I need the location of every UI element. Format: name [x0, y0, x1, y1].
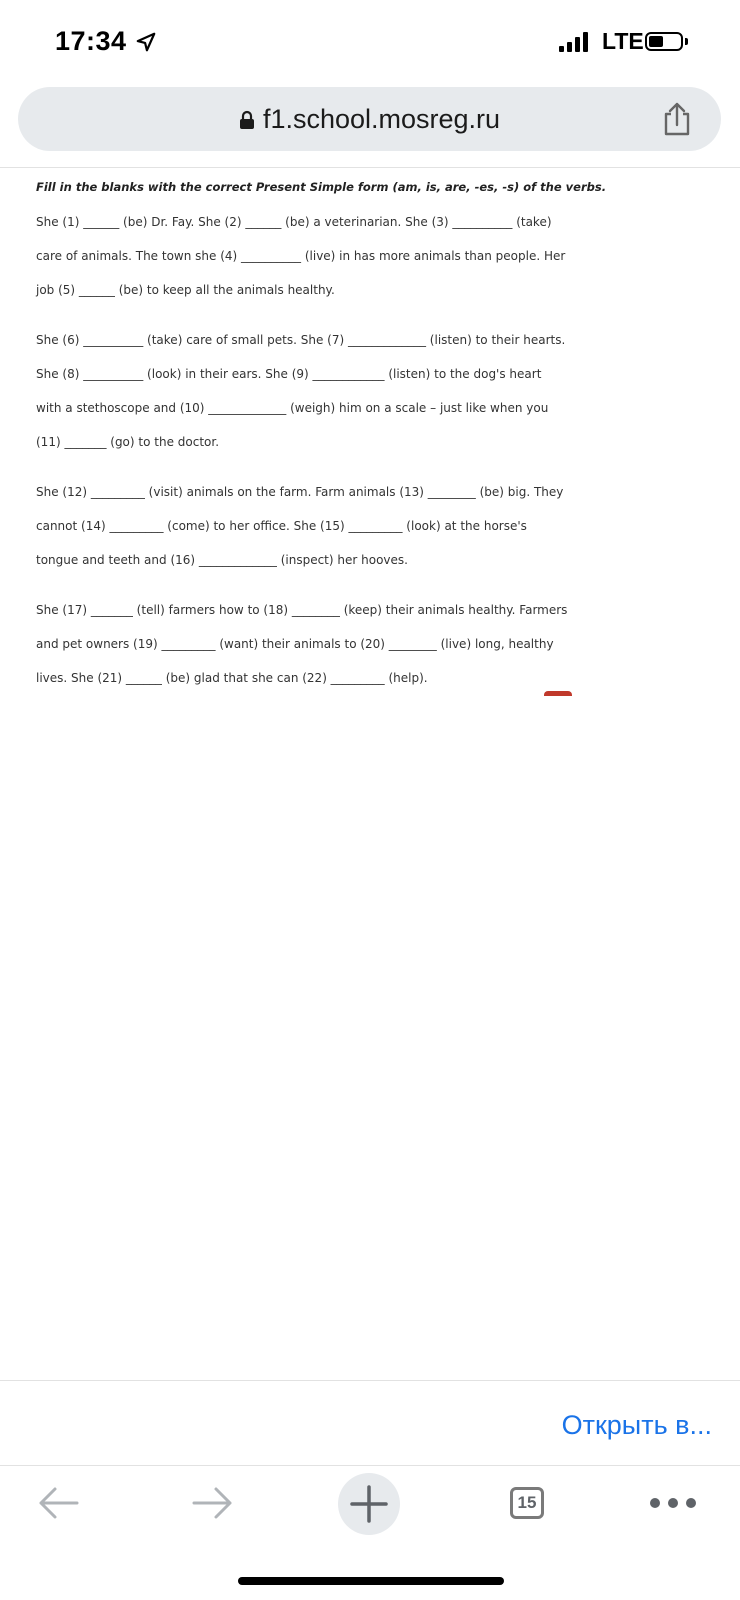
paragraph-1	[36, 205, 696, 307]
text-line: tongue and teeth and (16) _____________ (inspect) her hooves.	[36, 553, 408, 567]
text-line: She (6) __________ (take) care of small pets. She (7) _____________ (listen) to their hearts.	[36, 333, 566, 347]
text-line: care of animals. The town she (4) __________ (live) in has more animals than people. Her	[36, 249, 566, 263]
text-line: She (17) _______ (tell) farmers how to (18) ________ (keep) their animals healthy. Farmers	[36, 603, 568, 617]
text-line: She (12) _________ (visit) animals on the farm. Farm animals (13) ________ (be) big. They	[36, 485, 564, 499]
open-in-button[interactable]: Открыть в...	[561, 1410, 712, 1440]
text-line: (11) _______ (go) to the doctor.	[36, 435, 220, 449]
paragraph-3	[36, 475, 696, 577]
paragraph-4	[36, 593, 696, 695]
url-text: f1.school.mosreg.ru	[262, 104, 501, 134]
clock-time: 17:34	[55, 26, 127, 56]
text-line: She (8) __________ (look) in their ears. She (9) ____________ (listen) to the dog's heart	[36, 367, 542, 381]
tab-count: 15	[510, 1487, 544, 1519]
page-top-divider	[0, 167, 740, 168]
share-icon[interactable]	[661, 101, 693, 137]
lock-icon	[239, 110, 255, 130]
text-line: She (1) ______ (be) Dr. Fay. She (2) ______ (be) a veterinarian. She (3) __________ (take)	[36, 215, 552, 229]
plus-icon	[349, 1484, 389, 1524]
tab-switcher-button[interactable]	[505, 1473, 549, 1533]
forward-button[interactable]	[183, 1473, 243, 1533]
back-button[interactable]	[28, 1473, 88, 1533]
home-indicator[interactable]	[238, 1577, 504, 1585]
text-line: and pet owners (19) _________ (want) their animals to (20) ________ (live) long, healthy	[36, 637, 554, 651]
forward-arrow-icon	[190, 1483, 236, 1523]
more-dots-icon	[649, 1497, 697, 1509]
more-menu-button[interactable]	[648, 1473, 698, 1533]
address-bar[interactable]	[18, 87, 721, 151]
battery-tip	[685, 38, 688, 45]
worksheet	[36, 180, 696, 711]
text-line: job (5) ______ (be) to keep all the animals healthy.	[36, 283, 335, 297]
new-tab-button[interactable]	[338, 1473, 400, 1535]
text-line: cannot (14) _________ (come) to her office. She (15) _________ (look) at the horse's	[36, 519, 527, 533]
network-type: LTE	[602, 28, 644, 54]
clock	[55, 26, 157, 57]
text-line: lives. She (21) ______ (be) glad that she can (22) _________ (help).	[36, 671, 428, 685]
worksheet-instruction: Fill in the blanks with the correct Present Simple form (am, is, are, -es, -s) of the verbs.	[36, 180, 607, 194]
image-fragment	[544, 691, 572, 696]
battery-icon	[645, 32, 683, 51]
paragraph-2	[36, 323, 696, 459]
status-bar	[0, 0, 740, 86]
toolbar-divider	[0, 1465, 740, 1466]
url-display[interactable]	[18, 104, 721, 135]
text-line: with a stethoscope and (10) _____________ (weigh) him on a scale – just like when you	[36, 401, 549, 415]
signal-strength-icon	[559, 30, 588, 52]
location-arrow-icon	[135, 31, 157, 53]
back-arrow-icon	[35, 1483, 81, 1523]
bottom-divider	[0, 1380, 740, 1381]
